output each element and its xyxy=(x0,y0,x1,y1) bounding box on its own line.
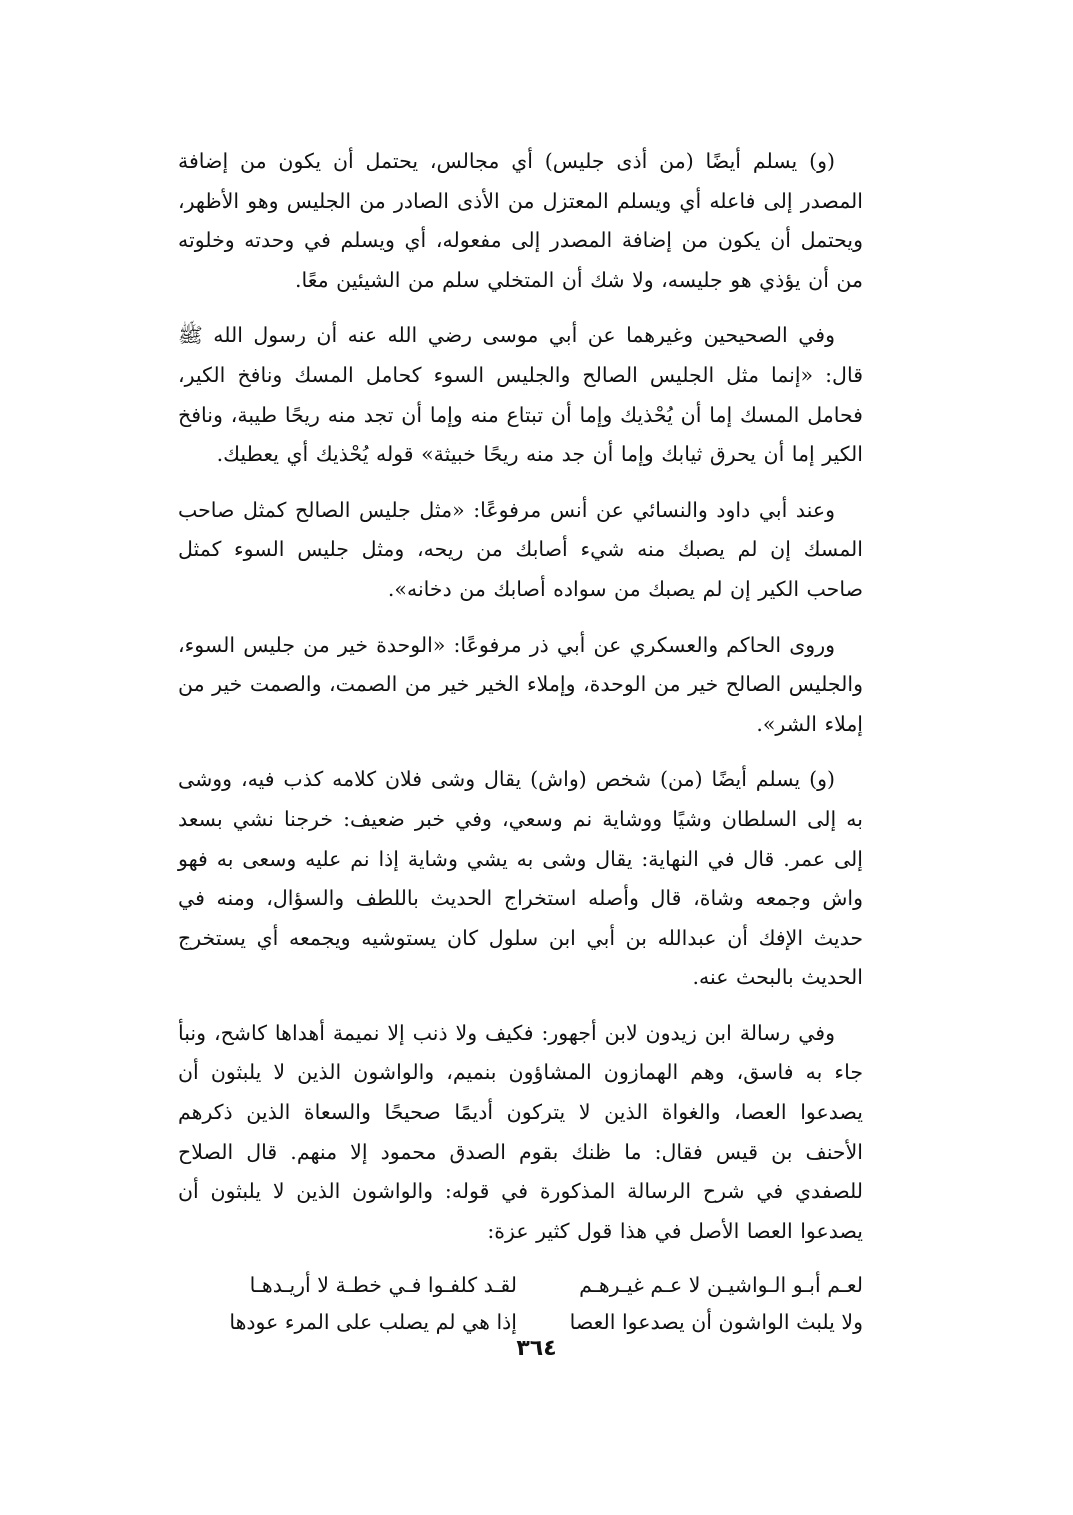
paragraph: (و) يسلم أيضًا (من أذى جليس) أي مجالس، يحتمل أن يكون من إضافة المصدر إلى فاعله أي ويسلم المعتزل من الأذى الصادر من الجليس وهو الأظهر، ويحتمل أن يكون من إضافة المصدر إلى مفعوله، أي ويسلم في وحدته وخلوته من أن يؤذي هو جليسه، ولا شك أن المتخلي سلم من الشيئين معًا. xyxy=(178,149,863,292)
paragraph: وروى الحاكم والعسكري عن أبي ذر مرفوعًا: «الوحدة خير من جليس السوء، والجليس الصالح خير من الوحدة، وإملاء الخير خير من الصمت، والصمت خير من إملاء الشر». xyxy=(178,632,863,736)
poem-hemistich-second: إذا هي لم يصلب على المرء عودها xyxy=(229,1310,517,1335)
poem-hemistich-first: لعـم أبـو الـواشيـن لا عـم غيـرهـم xyxy=(579,1273,863,1298)
poem xyxy=(178,1267,863,1341)
paragraph: (و) يسلم أيضًا (من) شخص (واش) يقال وشى فلان كلامه كذب فيه، ووشى به إلى السلطان وشيًا ووشاية نم وسعي، وفي خبر ضعيف: خرجنا نشي بسعد إلى عمر. قال في النهاية: يقال وشى به يشي وشاية إذا نم عليه وسعى به فهو واش وجمعه وشاة، قال وأصله استخراج الحديث باللطف والسؤال، ومنه في حديث الإفك أن عبدالله بن أبي ابن سلول كان يستوشيه ويجمعه أي يستخرج الحديث بالبحث عنه. xyxy=(178,767,863,990)
poem-verse xyxy=(178,1267,863,1304)
poem-hemistich-first: ولا يلبث الواشون أن يصدعوا العصا xyxy=(569,1310,863,1335)
paragraph: وعند أبي داود والنسائي عن أنس مرفوعًا: «مثل جليس الصالح كمثل صاحب المسك إن لم يصبك منه شيء أصابك من ريحه، ومثل جليس السوء كمثل صاحب الكير إن لم يصبك من سواده أصابك من دخانه». xyxy=(178,497,863,601)
poem-hemistich-second: لقـد كلفـوا فـي خطـة لا أريـدهـا xyxy=(249,1273,517,1298)
paragraph: وفي رسالة ابن زيدون لابن أجهور: فكيف ولا ذنب إلا نميمة أهداها كاشح، ونبأ جاء به فاسق، وهم الهمازون المشاؤون بنميم، والواشون الذين لا يلبثون أن يصدعوا العصا، والغواة الذين لا يتركون أديمًا صحيحًا والسعاة الذين ذكرهم الأحنف بن قيس فقال: ما ظنك بقوم الصدق محمود إلا منهم. قال الصلاح للصفدي في شرح الرسالة المذكورة في قوله: والواشون الذين لا يلبثون أن يصدعوا العصا الأصل في هذا قول كثير عزة: xyxy=(178,1020,863,1243)
page-number: ٣٦٤ xyxy=(516,1336,557,1361)
paragraph: وفي الصحيحين وغيرهما عن أبي موسى رضي الله عنه أن رسول الله ﷺ قال: «إنما مثل الجليس الصالح والجليس السوء كحامل المسك ونافخ الكير، فحامل المسك إما أن يُحْذيك وإما أن تبتاع منه وإما أن تجد منه ريحًا طيبة، ونافخ الكير إما أن يحرق ثيابك وإما أن جد منه ريحًا خبيثة» قوله يُحْذيك أي يعطيك. xyxy=(178,323,863,467)
page-body xyxy=(178,142,863,1341)
